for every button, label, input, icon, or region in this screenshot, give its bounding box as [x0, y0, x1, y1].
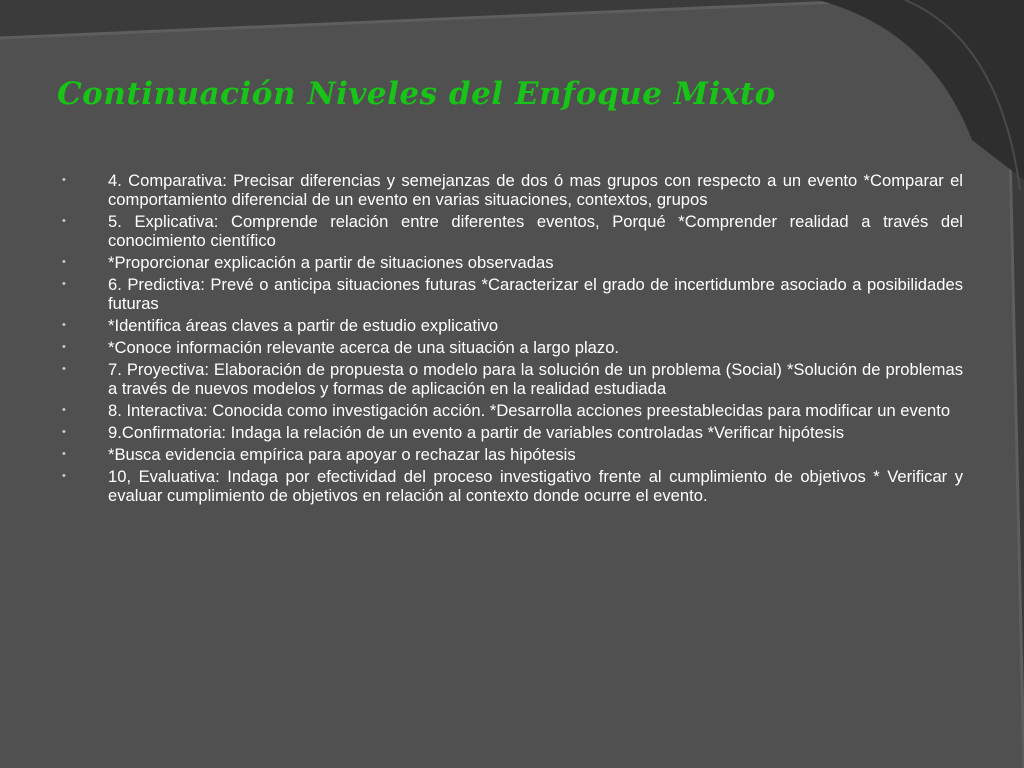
bullet-text: *Proporcionar explicación a partir de situaciones observadas: [108, 253, 554, 272]
bullet-item: [62, 316, 963, 335]
bullet-item: [62, 360, 963, 398]
bullet-item: [62, 467, 963, 505]
bullet-text: 5. Explicativa: Comprende relación entre diferentes eventos, Porqué *Comprender realidad a través del conocimiento científico: [108, 212, 963, 250]
bullet-text: 10, Evaluativa: Indaga por efectividad del proceso investigativo frente al cumplimiento de objetivos * Verificar y evaluar cumplimiento de objetivos en relación al contexto donde ocurre el evento.: [108, 467, 963, 505]
bullet-item: [62, 423, 963, 442]
bullet-text: *Busca evidencia empírica para apoyar o rechazar las hipótesis: [108, 445, 576, 464]
bullet-item: [62, 445, 963, 464]
bullet-dot-icon: •: [62, 470, 66, 482]
bullet-text: 8. Interactiva: Conocida como investigación acción. *Desarrolla acciones preestablecidas para modificar un evento: [108, 401, 951, 420]
bullet-dot-icon: •: [62, 426, 66, 438]
bullet-text: 7. Proyectiva: Elaboración de propuesta o modelo para la solución de un problema (Social) *Solución de problemas a través de nuevos modelos y formas de aplicación en la realidad estudiada: [108, 360, 963, 398]
bullet-item: [62, 275, 963, 313]
bullet-item: [62, 212, 963, 250]
bullet-dot-icon: •: [62, 174, 66, 186]
bullet-text: *Identifica áreas claves a partir de estudio explicativo: [108, 316, 499, 335]
bullet-dot-icon: •: [62, 278, 66, 290]
bullet-dot-icon: •: [62, 215, 66, 227]
bullet-list: [62, 171, 963, 508]
bullet-text: 4. Comparativa: Precisar diferencias y semejanzas de dos ó mas grupos con respecto a un evento *Comparar el comportamiento diferencial de un evento en varias situaciones, contextos, grupos: [108, 171, 963, 209]
bullet-text: *Conoce información relevante acerca de una situación a largo plazo.: [108, 338, 620, 357]
bullet-dot-icon: •: [62, 448, 66, 460]
bullet-text: 9.Confirmatoria: Indaga la relación de un evento a partir de variables controladas *Verificar hipótesis: [108, 423, 845, 442]
bullet-item: [62, 171, 963, 209]
bullet-dot-icon: •: [62, 363, 66, 375]
bullet-item: [62, 401, 963, 420]
bullet-item: [62, 338, 963, 357]
slide-title: Continuación Niveles del Enfoque Mixto: [57, 76, 776, 112]
bullet-dot-icon: •: [62, 319, 66, 331]
bullet-item: [62, 253, 963, 272]
bullet-dot-icon: •: [62, 256, 66, 268]
bullet-text: 6. Predictiva: Prevé o anticipa situaciones futuras *Caracterizar el grado de incertidumbre asociado a posibilidades futuras: [108, 275, 963, 313]
bullet-dot-icon: •: [62, 404, 66, 416]
bullet-dot-icon: •: [62, 341, 66, 353]
